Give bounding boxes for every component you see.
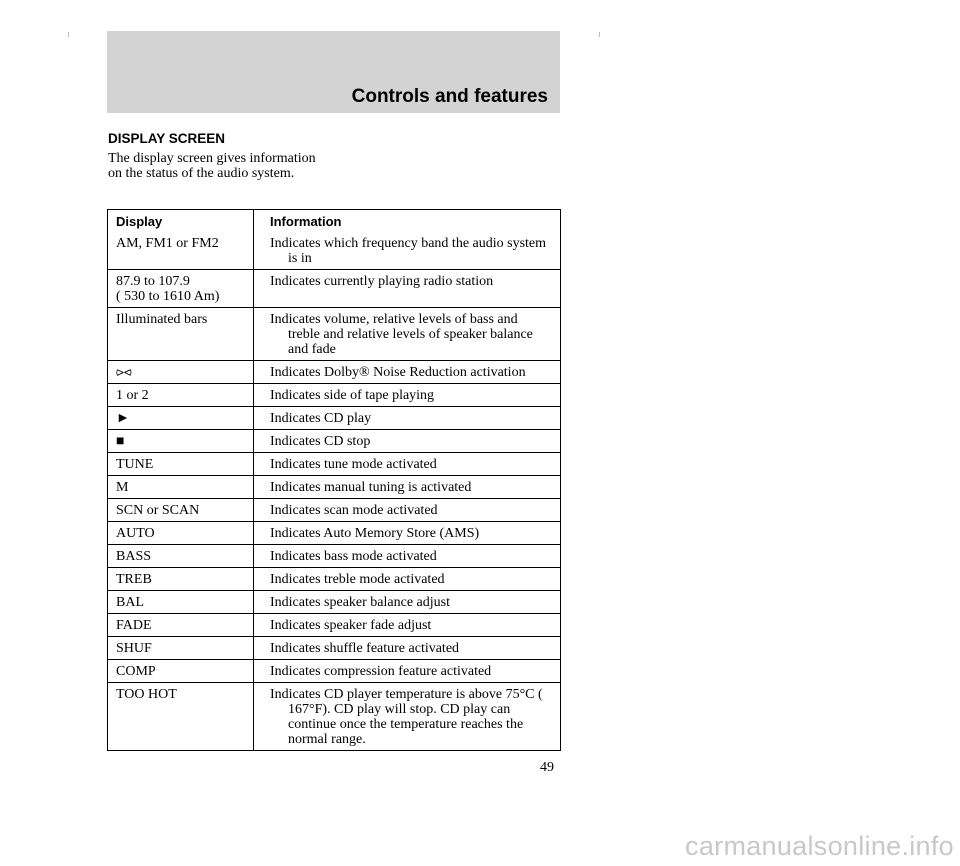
information-cell — [254, 453, 560, 475]
table-row — [108, 613, 560, 636]
information-text: Indicates CD play — [270, 411, 372, 426]
information-text: Indicates bass mode activated — [270, 549, 437, 564]
information-cell — [254, 614, 560, 636]
intro-paragraph: The display screen gives information on the status of the audio system. — [108, 151, 316, 181]
display-cell: FADE — [108, 614, 254, 636]
display-cell: TUNE — [108, 453, 254, 475]
display-info-table — [107, 209, 561, 751]
table-row — [108, 567, 560, 590]
information-text: Indicates volume, relative levels of bass and treble and relative levels of speaker balance and fade — [270, 312, 533, 357]
table-row — [108, 360, 560, 383]
information-text: Indicates CD stop — [270, 434, 371, 449]
table-row — [108, 429, 560, 452]
information-cell — [254, 308, 560, 360]
information-text: Indicates which frequency band the audio system is in — [270, 236, 547, 266]
crop-mark — [68, 32, 69, 37]
page-title: Controls and features — [351, 86, 548, 107]
information-text: Indicates CD player temperature is above 75°C ( 167°F). CD play will stop. CD play can continue once the temperature reaches the normal range. — [270, 687, 543, 747]
table-row — [108, 590, 560, 613]
display-cell: BAL — [108, 591, 254, 613]
table-row — [108, 307, 560, 360]
information-cell — [254, 476, 560, 498]
display-cell: ► — [108, 407, 254, 429]
information-cell — [254, 270, 560, 307]
header-information: Information — [270, 214, 342, 229]
information-cell — [254, 499, 560, 521]
display-cell: AUTO — [108, 522, 254, 544]
table-row — [108, 269, 560, 307]
display-cell: ⪧⪦ — [108, 361, 254, 383]
information-text: Indicates Dolby® Noise Reduction activation — [270, 365, 526, 380]
display-cell: TOO HOT — [108, 683, 254, 750]
display-cell: Illuminated bars — [108, 308, 254, 360]
table-row — [108, 544, 560, 567]
table-row — [108, 659, 560, 682]
information-text: Indicates speaker fade adjust — [270, 618, 432, 633]
table-row — [108, 406, 560, 429]
information-text: Indicates speaker balance adjust — [270, 595, 450, 610]
display-cell: 1 or 2 — [108, 384, 254, 406]
section-heading: DISPLAY SCREEN — [108, 131, 226, 146]
information-text: Indicates side of tape playing — [270, 388, 435, 403]
display-cell: COMP — [108, 660, 254, 682]
table-row — [108, 232, 560, 269]
table-row — [108, 682, 560, 750]
information-cell — [254, 232, 560, 269]
information-cell — [254, 568, 560, 590]
information-text: Indicates compression feature activated — [270, 664, 492, 679]
display-cell: M — [108, 476, 254, 498]
information-text: Indicates treble mode activated — [270, 572, 445, 587]
display-cell: 87.9 to 107.9 ( 530 to 1610 Am) — [108, 270, 254, 307]
information-text: Indicates currently playing radio station — [270, 274, 494, 289]
information-cell — [254, 683, 560, 750]
table-header-row — [108, 210, 560, 232]
table-row — [108, 475, 560, 498]
information-cell — [254, 407, 560, 429]
header-display: Display — [108, 210, 254, 232]
information-cell — [254, 660, 560, 682]
display-cell: SCN or SCAN — [108, 499, 254, 521]
information-text: Indicates Auto Memory Store (AMS) — [270, 526, 480, 541]
table-row — [108, 521, 560, 544]
table-row — [108, 636, 560, 659]
display-cell: TREB — [108, 568, 254, 590]
information-cell — [254, 522, 560, 544]
information-cell — [254, 591, 560, 613]
table-row — [108, 383, 560, 406]
information-text: Indicates tune mode activated — [270, 457, 437, 472]
information-text: Indicates scan mode activated — [270, 503, 438, 518]
information-text: Indicates manual tuning is activated — [270, 480, 472, 495]
information-cell — [254, 545, 560, 567]
crop-mark — [599, 32, 600, 37]
table-row — [108, 498, 560, 521]
information-cell — [254, 637, 560, 659]
information-text: Indicates shuffle feature activated — [270, 641, 460, 656]
page-number: 49 — [540, 760, 554, 775]
header-band — [107, 31, 560, 113]
watermark: carmanualsonline.info — [685, 831, 954, 861]
information-cell — [254, 361, 560, 383]
display-cell: SHUF — [108, 637, 254, 659]
display-cell: AM, FM1 or FM2 — [108, 232, 254, 269]
information-cell — [254, 384, 560, 406]
display-cell: BASS — [108, 545, 254, 567]
table-row — [108, 452, 560, 475]
information-cell — [254, 430, 560, 452]
display-cell: ■ — [108, 430, 254, 452]
